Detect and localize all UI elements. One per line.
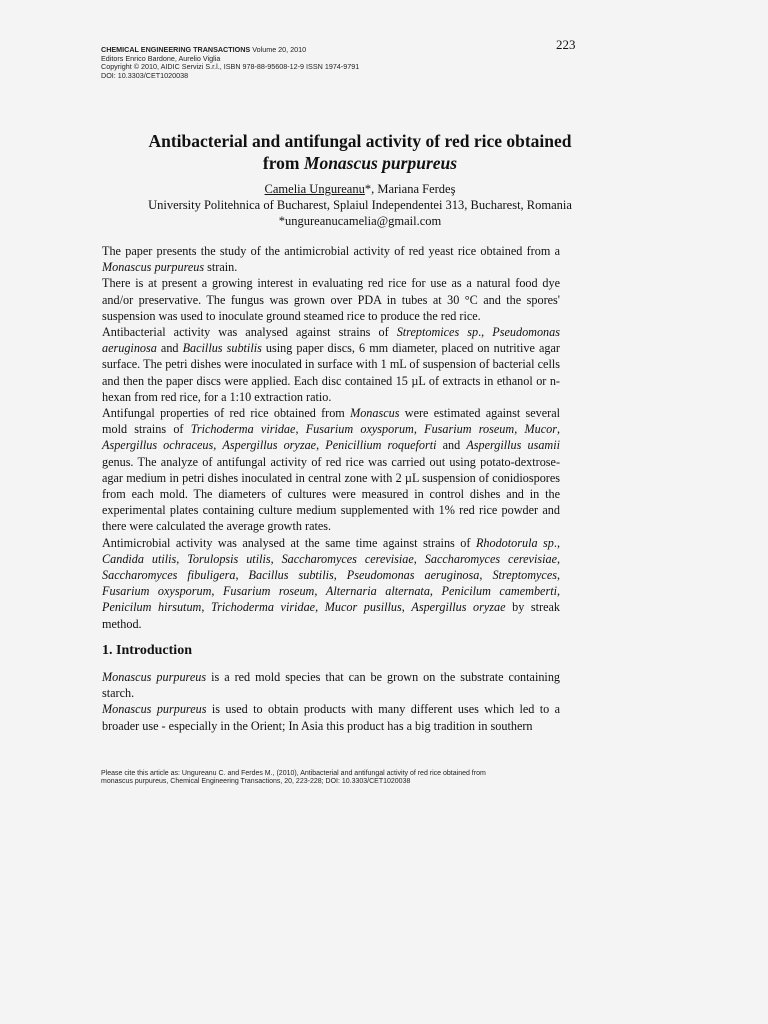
title-organism: Monascus purpureus — [303, 153, 458, 173]
text-run: were estimated against several mold strains of — [102, 406, 560, 437]
abstract-paragraph-4 — [102, 405, 560, 535]
text-run: , — [413, 551, 425, 566]
intro-paragraph-1 — [102, 669, 560, 701]
text-run: strain. — [204, 260, 238, 275]
text-run: , — [270, 551, 282, 566]
text-run: , — [176, 551, 188, 566]
species-name: Fusarium oxysporum — [305, 422, 414, 437]
species-name: Bacillus subtilis — [248, 568, 334, 583]
species-name: Saccharomyces fibuligera — [102, 568, 236, 583]
species-name: Saccharomyces cerevisiae — [281, 551, 414, 566]
text-run: , — [514, 422, 525, 437]
journal-editors: Editors Enrico Bardone, Aurelio Viglia — [101, 53, 221, 63]
species-name: Streptomyces — [492, 568, 557, 583]
intro-paragraph-2 — [102, 701, 560, 733]
text-run: ., — [478, 325, 493, 340]
species-name: Aspergillus ochraceus — [102, 438, 214, 453]
text-run: The paper presents the study of the antimicrobial activity of red yeast rice obtained from a — [102, 244, 560, 258]
species-name: Aspergillus oryzae — [222, 438, 317, 453]
species-name: Bacillus subtilis — [182, 341, 262, 356]
abstract — [102, 243, 560, 632]
author-2: *, Mariana Ferdeş — [364, 182, 456, 196]
text-run: Antibacterial activity was analysed against strains of — [102, 325, 397, 340]
paper-title — [80, 130, 640, 174]
text-run: using paper discs, 6 mm diameter, placed on nutritive agar surface. The petri dishes were inoculated in surface with 1 mL of suspension of bacterial cells and then the paper discs were applied. Each disc contained 15 µL of extracts in ethanol or n-hexan from red rice, for a 1:10 extraction ratio. — [102, 341, 560, 404]
species-name: Pseudomonas aeruginosa — [346, 568, 480, 583]
text-run: , — [316, 438, 326, 453]
journal-doi: DOI: 10.3303/CET1020038 — [101, 70, 189, 80]
page-number: 223 — [556, 37, 576, 52]
author-block — [80, 181, 640, 229]
text-run: , — [333, 568, 347, 583]
species-name: Penicilum camemberti — [441, 584, 557, 599]
abstract-paragraph-2: There is at present a growing interest in evaluating red rice for use as a natural food dye and/or preservative. The fungus was grown over PDA in tubes at 30 °C and the spores' suspension was used to inoculate ground steamed rice to produce the red rice. — [102, 276, 560, 323]
citation-footer — [101, 770, 561, 787]
text-run: , — [556, 422, 561, 437]
species-name: Alternaria alternata — [325, 584, 430, 599]
species-name: Fusarium roseum — [424, 422, 515, 437]
text-run: , — [211, 584, 223, 599]
species-name: Streptomices sp — [396, 325, 479, 340]
text-run: , — [315, 600, 325, 615]
journal-header — [101, 46, 521, 80]
species-name: Monascus purpureus — [102, 702, 207, 717]
citation-line-2: monascus purpureus, Chemical Engineering Transactions, 20, 223-228; DOI: 10.3303/CET1020038 — [101, 778, 411, 786]
abstract-paragraph-3 — [102, 324, 560, 405]
text-run: , — [235, 568, 249, 583]
author-names — [80, 181, 640, 197]
author-email: *ungureanucamelia@gmail.com — [278, 214, 442, 228]
species-name: Rhodotorula sp — [475, 535, 554, 550]
text-run: Antimicrobial activity was analysed at the same time against strains of — [102, 535, 476, 550]
species-name: Mucor — [524, 422, 557, 437]
species-name: Aspergillus oryzae — [411, 600, 506, 615]
species-name: Mucor pusillus — [324, 600, 402, 615]
text-run: , — [295, 422, 306, 437]
text-run: , — [556, 568, 561, 583]
species-name: Penicilum hirsutum — [102, 600, 202, 615]
species-name: Aspergillus usamii — [466, 438, 561, 453]
text-run: by streak method. — [102, 600, 560, 631]
text-run: , — [479, 568, 493, 583]
species-name: Monascus purpureus — [102, 670, 207, 684]
text-run: Antifungal properties of red rice obtained from — [102, 406, 351, 421]
species-name: Trichoderma viridae — [210, 600, 316, 615]
section-heading-introduction: 1. Introduction — [102, 643, 192, 658]
abstract-paragraph-5 — [102, 535, 560, 632]
text-run: , — [429, 584, 442, 599]
abstract-paragraph-1 — [102, 243, 560, 275]
journal-name: CHEMICAL ENGINEERING TRANSACTIONS — [101, 45, 251, 54]
text-run: is a red mold species that can be grown on the substrate containing starch. — [102, 670, 561, 701]
text-run: , — [213, 438, 223, 453]
title-prefix: from — [262, 153, 304, 173]
species-name: Fusarium oxysporum — [102, 584, 212, 599]
affiliation: University Politehnica of Bucharest, Splaiul Independentei 313, Bucharest, Romania — [148, 198, 572, 212]
text-run: , — [314, 584, 326, 599]
species-name: Monascus purpureus — [102, 260, 205, 275]
species-name: Fusarium roseum — [222, 584, 315, 599]
introduction-text — [102, 669, 560, 734]
text-run: is used to obtain products with many different uses which led to a broader use - especially in the Orient; In Asia this product has a big tradition in southern — [102, 702, 561, 733]
text-run: genus. The analyze of antifungal activity of red rice was carried out using potato-dextrose-agar medium in petri dishes inoculated in central zone with 2 µL suspension of conidiospores from each mold. The diameters of cultures were measured in control dishes and in the experimental plates containing culture medium supplemented with 1% red rice powder and there were calculated the average growth rates. — [102, 454, 560, 534]
species-name: Saccharomyces cerevisiae — [424, 551, 557, 566]
text-run: and — [436, 438, 467, 453]
text-run: and — [156, 341, 183, 356]
text-run: , — [401, 600, 412, 615]
species-name: Pseudomonas aeruginosa — [102, 325, 560, 356]
author-1: Camelia Ungureanu — [264, 182, 365, 196]
journal-copyright: Copyright © 2010, AIDIC Servizi S.r.l., ISBN 978-88-95608-12-9 ISSN 1974-9791 — [101, 62, 360, 72]
species-name: Candida utilis — [102, 551, 177, 566]
species-name: Torulopsis utilis — [187, 551, 271, 566]
journal-volume: Volume 20, 2010 — [250, 45, 307, 54]
text-run: ., — [553, 535, 560, 550]
text-run: , — [556, 584, 561, 599]
text-run: , — [201, 600, 211, 615]
title-line-2 — [80, 152, 640, 174]
citation-line-1: Please cite this article as: Ungureanu C. and Ferdes M., (2010), Antibacterial and antifungal activity of red rice obtained from — [101, 770, 486, 777]
title-line-1: Antibacterial and antifungal activity of red rice obtained — [148, 131, 572, 151]
text-run: , — [556, 551, 561, 566]
species-name: Penicillium roqueforti — [325, 438, 437, 453]
species-name: Trichoderma viridae — [190, 422, 296, 437]
species-name: Monascus — [350, 406, 400, 421]
text-run: , — [413, 422, 425, 437]
